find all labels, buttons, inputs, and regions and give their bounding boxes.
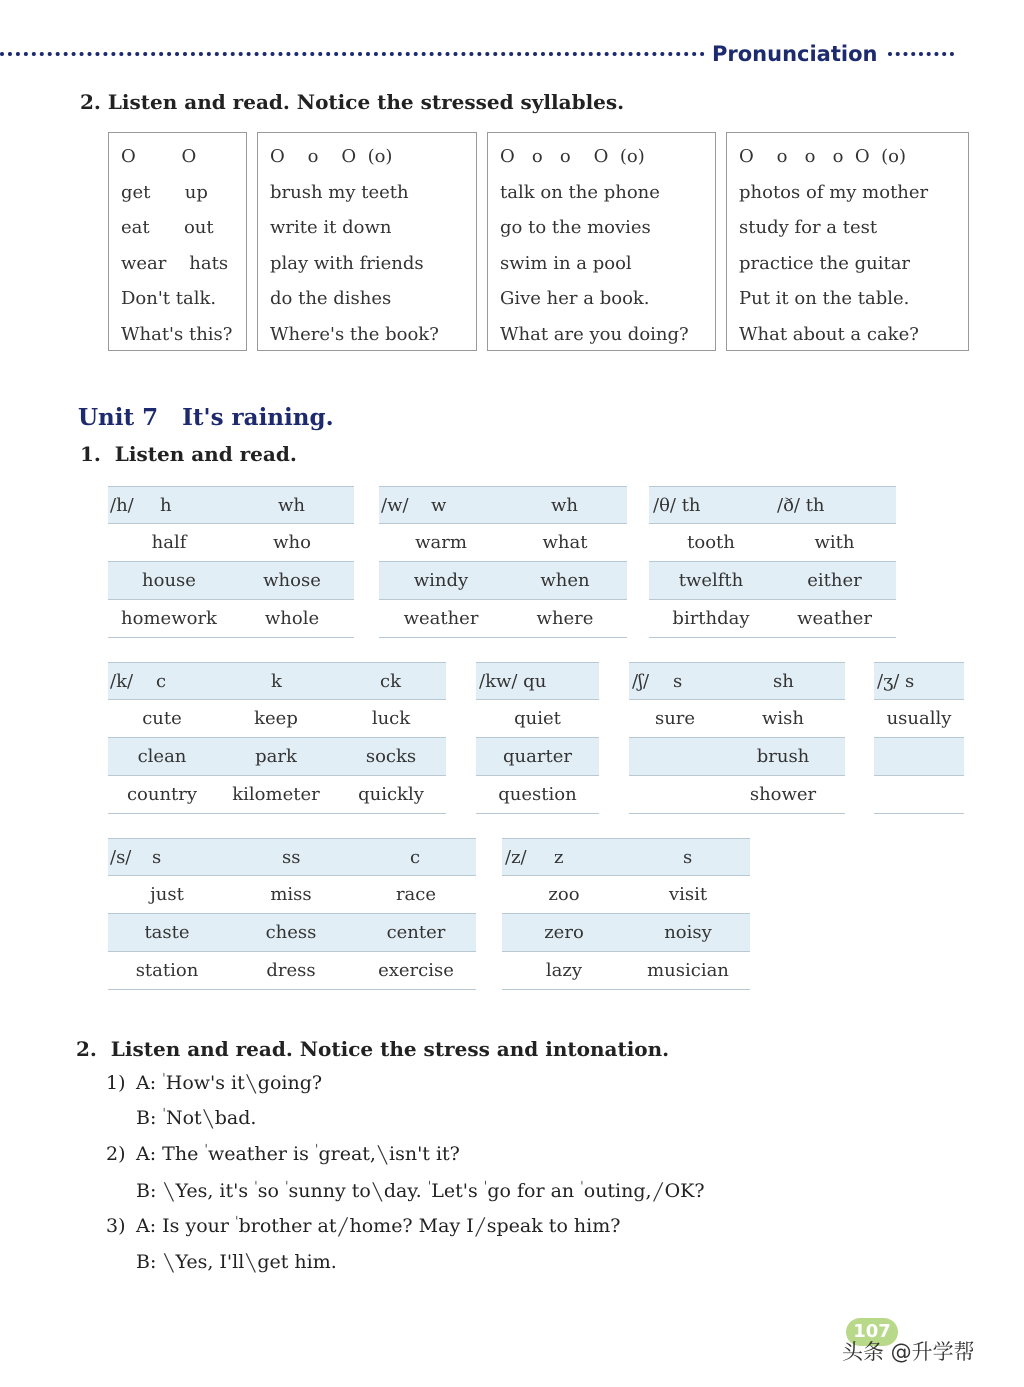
spelling: s [683, 847, 693, 868]
word: whole [264, 608, 320, 629]
word: weather [797, 608, 872, 629]
dialog-2-b [136, 1180, 705, 1202]
stress-pattern: O O [121, 146, 197, 167]
table-row [379, 524, 627, 562]
word: musician [647, 960, 729, 981]
table-row [108, 952, 476, 990]
word: race [395, 884, 437, 905]
phrase: going? [257, 1072, 323, 1094]
falling-intonation-icon: ╲ [246, 1253, 256, 1273]
word: whose [263, 570, 321, 591]
intonation-heading: 2. Listen and read. Notice the stress and intonation. [76, 1037, 670, 1061]
phrase: go for an [487, 1180, 581, 1202]
table-row [629, 738, 845, 776]
phrase: Let's [431, 1180, 484, 1202]
word: where [536, 608, 594, 629]
table-row [476, 776, 599, 814]
stress-line: photos of my mother [739, 181, 929, 203]
table-row [108, 914, 476, 952]
table-row [874, 738, 964, 776]
rising-intonation-icon: ╱ [653, 1182, 663, 1202]
word: kilometer [232, 784, 320, 805]
stress-line: What about a cake? [739, 323, 919, 345]
word: country [126, 784, 198, 805]
spelling: c [156, 671, 167, 692]
word: zero [544, 922, 584, 943]
spelling: w [431, 495, 447, 516]
phrase: home? May I [349, 1215, 474, 1237]
spelling: ck [380, 671, 401, 692]
stress-line: play with friends [270, 252, 424, 274]
phrase: brother at [238, 1215, 337, 1237]
spelling: ss [282, 847, 301, 868]
speaker: B: [136, 1251, 163, 1273]
phrase: OK? [664, 1180, 705, 1202]
table-row [649, 562, 896, 600]
word: quiet [514, 708, 561, 729]
stress-mark-icon: ˈ [314, 1143, 319, 1158]
word: noisy [664, 922, 712, 943]
stress-line: write it down [270, 217, 392, 238]
word: taste [144, 922, 190, 943]
stress-mark-icon: ˈ [254, 1180, 258, 1195]
stress-line: wear hats [121, 252, 229, 274]
word: center [386, 922, 446, 943]
stress-box-2 [257, 132, 477, 351]
rising-intonation-icon: ╱ [475, 1217, 485, 1237]
word: what [542, 532, 588, 553]
speaker: B: [136, 1107, 163, 1129]
table-row [649, 600, 896, 638]
dialog-1-b [136, 1107, 256, 1129]
unit-title: Unit 7 It's raining. [78, 404, 334, 431]
word: brush [756, 746, 810, 767]
stress-box-1 [108, 132, 247, 351]
table-row [874, 700, 964, 738]
word: homework [121, 608, 217, 629]
falling-intonation-icon: ╲ [203, 1109, 213, 1129]
spelling: c [410, 847, 421, 868]
table-header-row [108, 838, 476, 876]
word: half [151, 532, 187, 553]
word: house [142, 570, 196, 591]
word [629, 738, 721, 776]
table-row [629, 776, 845, 814]
phrase: speak to him? [486, 1215, 621, 1237]
stress-mark-icon: ˈ [162, 1107, 166, 1122]
word: twelfth [678, 570, 744, 591]
phoneme-symbol: /kw/ qu [479, 671, 547, 692]
dialog-number: 1) [106, 1072, 126, 1094]
table-row [108, 738, 446, 776]
word: warm [415, 532, 467, 553]
falling-intonation-icon: ╲ [372, 1182, 382, 1202]
spelling: k [271, 671, 282, 692]
word [629, 776, 721, 814]
phrase: weather is [207, 1143, 315, 1165]
stress-mark-icon: ˈ [284, 1180, 289, 1195]
word: with [814, 532, 855, 553]
word: station [135, 960, 199, 981]
table-row [502, 952, 750, 990]
table-row [502, 876, 750, 914]
stress-heading: 2. Listen and read. Notice the stressed syllables. [80, 90, 625, 114]
falling-intonation-icon: ╲ [377, 1145, 387, 1165]
phoneme-symbol: /s/ [110, 847, 132, 868]
phoneme-symbol: /ʒ/ s [877, 671, 915, 692]
word: dress [266, 960, 316, 981]
dialog-2-a [136, 1143, 460, 1165]
word: cute [142, 708, 182, 729]
spelling: h [160, 495, 172, 516]
phoneme-symbol: /k/ [110, 671, 134, 692]
table-header-row [629, 662, 845, 700]
table-header-row [874, 662, 964, 700]
word: weather [403, 608, 479, 629]
table-row [476, 738, 599, 776]
word: just [150, 884, 184, 905]
stress-mark-icon: ˈ [483, 1180, 488, 1195]
stress-pattern: O o o o O (o) [739, 146, 907, 167]
word: park [255, 746, 297, 767]
word: sure [654, 708, 696, 729]
phrase: Yes, it's [175, 1180, 255, 1202]
phrase: great, [318, 1143, 376, 1165]
phoneme-symbol: /w/ [381, 495, 409, 516]
table-row [108, 562, 354, 600]
stress-line: brush my teeth [270, 181, 409, 203]
phoneme-symbol: /h/ [110, 495, 134, 516]
speaker: A: [136, 1072, 163, 1094]
spelling: wh [278, 495, 305, 516]
falling-intonation-icon: ╲ [164, 1253, 174, 1273]
phoneme-symbol: /ð/ th [777, 495, 825, 516]
phrase: isn't it? [389, 1143, 460, 1165]
page-number: 107 [846, 1318, 898, 1346]
word: wish [762, 708, 804, 729]
stress-line: go to the movies [500, 217, 651, 238]
word: quickly [358, 784, 424, 805]
table-row [108, 600, 354, 638]
phrase: A: Is your [136, 1215, 235, 1237]
stress-line: What's this? [121, 323, 233, 345]
stress-line: Put it on the table. [739, 288, 910, 309]
header-dotted-rule [0, 52, 705, 56]
phrase: A: The [136, 1143, 205, 1165]
stress-box-3 [487, 132, 716, 351]
stress-mark-icon: ˈ [204, 1143, 208, 1158]
table-header-row [649, 486, 896, 524]
table-row [108, 700, 446, 738]
table-row [379, 600, 627, 638]
word: birthday [672, 608, 750, 629]
dialog-number: 2) [106, 1143, 126, 1165]
word: when [540, 570, 590, 591]
word: windy [413, 570, 469, 591]
stress-line: What are you doing? [500, 323, 689, 345]
phrase: day. [383, 1180, 428, 1202]
phrase: Not [165, 1107, 202, 1129]
stress-pattern: O o O (o) [270, 146, 393, 167]
word: tooth [687, 532, 735, 553]
phoneme-symbol: /z/ [505, 847, 527, 868]
speaker: B: [136, 1180, 163, 1202]
stress-line: talk on the phone [500, 181, 660, 203]
phrase: so [257, 1180, 285, 1202]
stress-pattern: O o o O (o) [500, 146, 645, 167]
phrase: sunny to [288, 1180, 371, 1202]
dialog-3-a [136, 1215, 620, 1237]
table-header-row [476, 662, 599, 700]
spelling: z [554, 847, 564, 868]
spelling: wh [551, 495, 578, 516]
phrase: bad. [214, 1107, 257, 1129]
stress-mark-icon: ˈ [580, 1180, 584, 1195]
table-row [874, 776, 964, 814]
table-row [502, 914, 750, 952]
falling-intonation-icon: ╲ [246, 1074, 256, 1094]
stress-line: Don't talk. [121, 288, 217, 309]
word: shower [749, 784, 817, 805]
word: usually [886, 708, 952, 729]
rising-intonation-icon: ╱ [338, 1217, 348, 1237]
spelling: sh [773, 671, 794, 692]
dialog-1-a [136, 1072, 322, 1094]
stress-line: study for a test [739, 217, 878, 238]
spelling: s [673, 671, 683, 692]
watermark: 头条 @升学帮 [842, 1340, 975, 1364]
stress-line: swim in a pool [500, 252, 632, 274]
table-row [649, 524, 896, 562]
word: visit [668, 884, 708, 905]
word: lazy [545, 960, 583, 981]
word: keep [254, 708, 298, 729]
dialog-3-b [136, 1251, 337, 1273]
table-row [108, 524, 354, 562]
stress-mark-icon: ˈ [427, 1180, 432, 1195]
table-row [629, 700, 845, 738]
phrase: How's it [165, 1072, 245, 1094]
section-title: Pronunciation [712, 42, 878, 66]
stress-line: eat out [121, 217, 214, 238]
falling-intonation-icon: ╲ [164, 1182, 174, 1202]
header-dotted-rule-right [888, 52, 954, 56]
phrase: outing, [583, 1180, 652, 1202]
word: zoo [548, 884, 580, 905]
stress-mark-icon: ˈ [162, 1072, 166, 1087]
table-row [108, 776, 446, 814]
stress-line: Where's the book? [270, 323, 439, 345]
phrase: get him. [257, 1251, 337, 1273]
word: luck [371, 708, 411, 729]
read-heading: 1. Listen and read. [80, 442, 297, 466]
table-row [108, 876, 476, 914]
table-row [476, 700, 599, 738]
stress-line: practice the guitar [739, 252, 911, 274]
table-row [379, 562, 627, 600]
word: socks [365, 746, 417, 767]
phoneme-symbol: /θ/ th [653, 495, 701, 516]
table-header-row [108, 486, 354, 524]
word: quarter [503, 746, 572, 767]
table-header-row [379, 486, 627, 524]
word: miss [270, 884, 312, 905]
stress-box-4 [726, 132, 969, 351]
word: exercise [378, 960, 454, 981]
word: clean [137, 746, 187, 767]
word: either [807, 570, 862, 591]
stress-line: Give her a book. [500, 288, 650, 309]
dialog-number: 3) [106, 1215, 126, 1237]
stress-line: get up [121, 181, 208, 203]
table-header-row [108, 662, 446, 700]
word: chess [265, 922, 317, 943]
word: question [498, 784, 577, 805]
phrase: Yes, I'll [175, 1251, 245, 1273]
stress-line: do the dishes [270, 288, 392, 309]
stress-mark-icon: ˈ [235, 1215, 239, 1230]
word: who [273, 532, 311, 553]
phoneme-symbol: /ʃ/ [632, 671, 650, 692]
table-header-row [502, 838, 750, 876]
spelling: s [152, 847, 162, 868]
